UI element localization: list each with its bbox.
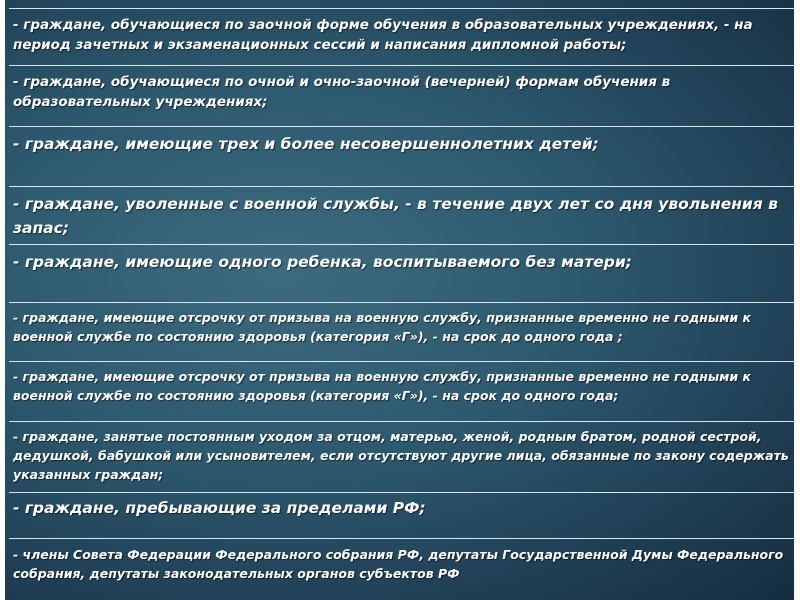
slide-border-left [0, 0, 5, 600]
item-text: - граждане, имеющие трех и более несовершеннолетних детей; [13, 135, 599, 153]
item-divider [9, 65, 794, 66]
item-divider [9, 538, 794, 539]
item-divider [9, 126, 794, 127]
list-item [9, 126, 794, 156]
list-item [9, 65, 794, 112]
list-item [9, 361, 794, 405]
list-item [9, 8, 794, 55]
item-text: - члены Совета Федерации Федерального собрания РФ, депутаты Государственной Думы Федерального собрания, депутаты законодательных органов субъектов РФ [13, 547, 784, 581]
list-item [9, 492, 794, 520]
item-divider [9, 8, 794, 9]
item-text: - граждане, уволенные с военной службы, - в течение двух лет со дня увольнения в запас; [13, 195, 778, 237]
item-divider [9, 492, 794, 493]
item-text: - граждане, имеющие отсрочку от призыва на военную службу, признанные временно не годными к военной службе по состоянию здоровья (категория «Г»), - на срок до одного года; [13, 369, 751, 403]
list-item [9, 421, 794, 484]
list-item [9, 244, 794, 274]
item-divider [9, 186, 794, 187]
item-divider [9, 421, 794, 422]
slide-border-right [794, 0, 800, 600]
item-divider [9, 302, 794, 303]
list-item [9, 538, 794, 583]
item-text: - граждане, пребывающие за пределами РФ; [13, 499, 426, 517]
item-text: - граждане, занятые постоянным уходом за отцом, матерью, женой, родным братом, родной сестрой, дедушкой, бабушкой или усыновителем, если отсутствуют другие лица, обязанные по закону содержать указанных граждан; [13, 429, 789, 482]
item-divider [9, 244, 794, 245]
item-text: - граждане, обучающиеся по очной и очно-заочной (вечерней) формам обучения в образовательных учреждениях; [13, 74, 671, 110]
item-text: - граждане, имеющие одного ребенка, воспитываемого без матери; [13, 253, 632, 271]
item-text: - граждане, имеющие отсрочку от призыва на военную службу, признанные временно не годными к военной службе по состоянию здоровья (категория «Г»), - на срок до одного года ; [13, 310, 751, 344]
item-text: - граждане, обучающиеся по заочной форме обучения в образовательных учреждениях, - на период зачетных и экзаменационных сессий и написания дипломной работы; [13, 17, 753, 53]
item-divider [9, 361, 794, 362]
list-item [9, 302, 794, 346]
list-item [9, 186, 794, 240]
